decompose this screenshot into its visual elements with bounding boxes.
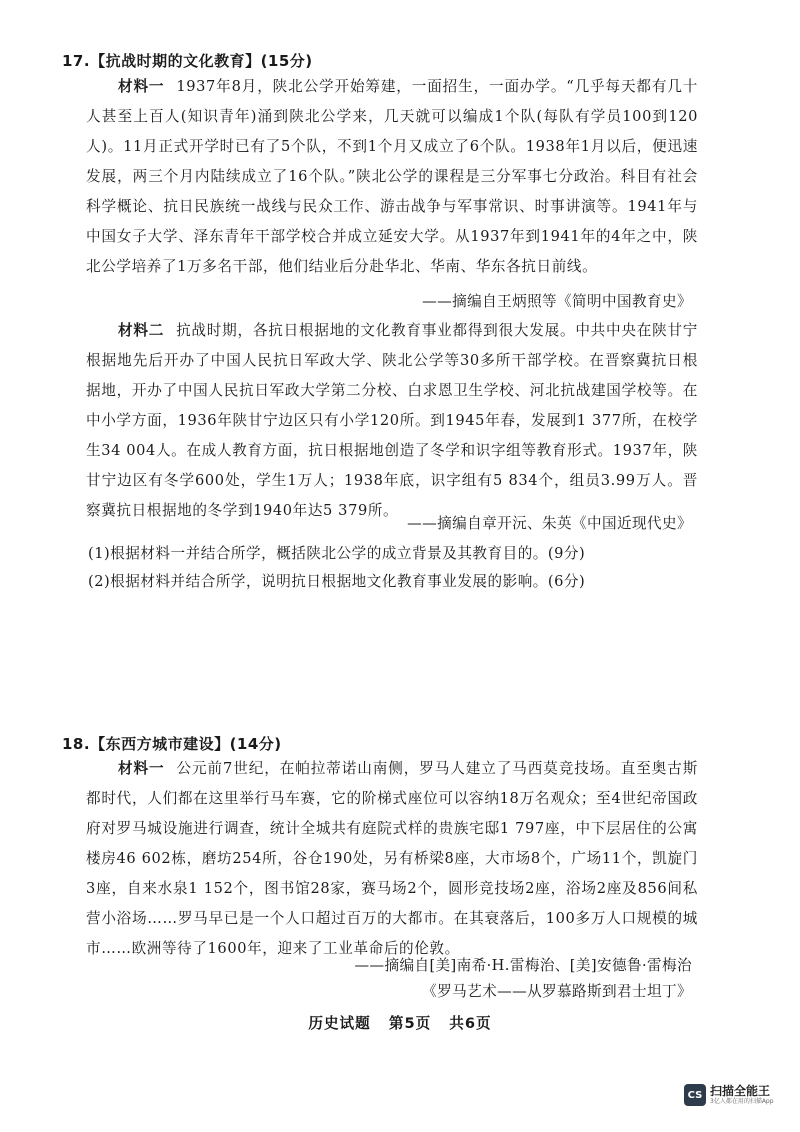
scanner-app-name: 扫描全能王 [710, 1084, 771, 1098]
q17-subquestion-1: (1)根据材料一并结合所学，概括陕北公学的成立背景及其教育目的。(9分) [88, 545, 586, 562]
q17-material1-label: 材料一 [118, 78, 165, 95]
q17-subquestion-2: (2)根据材料并结合所学，说明抗日根据地文化教育事业发展的影响。(6分) [88, 573, 586, 590]
q18-material1-source-author: ——摘编自[美]南希·H.雷梅治、[美]安德鲁·雷梅治 [354, 957, 692, 974]
q18-material1-source-book: 《罗马艺术——从罗慕路斯到君士坦丁》 [422, 983, 692, 1000]
q18-material1-text: 公元前7世纪，在帕拉蒂诺山南侧，罗马人建立了马西莫竞技场。直至奥古斯都时代，人们都在这里举行马车赛，它的阶梯式座位可以容纳18万名观众；至4世纪帝国政府对罗马城设施进行调查，统计全城共有庭院式样的贵族宅邸1 797座，中下层居住的公寓楼房46 602栋，磨坊254所，谷仓190处，另有桥梁8座，大市场8个，广场11个，凯旋门3座，自来水泉1 152个，图书馆28家，赛马场2个，圆形竞技场2座，浴场2座及856间私营小浴场……罗马早已是一个人口超过百万的大都市。在其衰落后，100多万人口规模的城市……欧洲等待了1600年，迎来了工业革命后的伦敦。 [86, 760, 698, 957]
q17-material1-paragraph [86, 72, 698, 282]
q18-material1-paragraph [86, 754, 698, 964]
q17-material2-source: ——摘编自章开沅、朱英《中国近现代史》 [407, 515, 692, 532]
question-18-title: 18.【东西方城市建设】(14分) [62, 735, 282, 753]
q17-material2-text: 抗战时期，各抗日根据地的文化教育事业都得到很大发展。中共中央在陕甘宁根据地先后开办了中国人民抗日军政大学、陕北公学等30多所干部学校。在晋察冀抗日根据地，开办了中国人民抗日军政大学第二分校、白求恩卫生学校、河北抗战建国学校等。在中小学方面，1936年陕甘宁边区只有小学120所。到1945年春，发展到1 377所，在校学生34 004人。在成人教育方面，抗日根据地创造了冬学和识字组等教育形式。1937年，陕甘宁边区有冬学600处，学生1万人；1938年底，识字组有5 834个，组员3.99万人。晋察冀抗日根据地的冬学到1940年达5 379所。 [86, 322, 698, 519]
q17-material2-label: 材料二 [118, 322, 165, 339]
q18-material1-label: 材料一 [118, 760, 165, 777]
scanner-watermark-text [710, 1084, 774, 1106]
page-footer [0, 1012, 800, 1033]
camscanner-logo-icon: CS [684, 1084, 706, 1106]
scanner-app-tagline: 3亿人都在用的扫描App [710, 1098, 774, 1105]
q17-material1-source: ——摘编自王炳照等《简明中国教育史》 [422, 293, 692, 310]
q17-material1-text: 1937年8月，陕北公学开始筹建，一面招生，一面办学。“几乎每天都有几十人甚至上百人(知识青年)涌到陕北公学来，几天就可以编成1个队(每队有学员100到120人)。11月正式开学时已有了5个队，不到1个月又成立了6个队。1938年1月以后，便迅速发展，两三个月内陆续成立了16个队。”陕北公学的课程是三分军事七分政治。科目有社会科学概论、抗日民族统一战线与民众工作、游击战争与军事常识、时事讲演等。1941年与中国女子大学、泽东青年干部学校合并成立延安大学。从1937年到1941年的4年之中，陕北公学培养了1万多名干部，他们结业后分赴华北、华南、华东各抗日前线。 [86, 78, 698, 275]
question-17-title: 17.【抗战时期的文化教育】(15分) [62, 52, 313, 70]
footer-subject: 历史试题 [308, 1015, 371, 1032]
q17-material2-paragraph [86, 316, 698, 526]
footer-total-pages: 共6页 [449, 1015, 492, 1032]
footer-page-number: 第5页 [388, 1015, 432, 1032]
scanner-watermark [684, 1084, 774, 1106]
